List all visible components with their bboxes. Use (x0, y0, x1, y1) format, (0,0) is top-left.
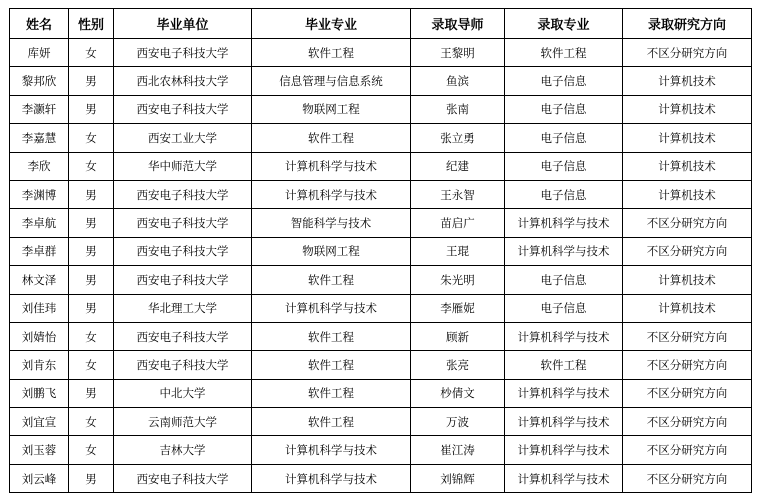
cell-admitted-major: 软件工程 (505, 351, 623, 379)
cell-graduate-school: 西安电子科技大学 (114, 266, 252, 294)
table-row (10, 436, 752, 464)
cell-advisor: 顾新 (411, 322, 505, 350)
cell-name: 李欣 (10, 152, 69, 180)
table-row (10, 180, 752, 208)
column-header-graduate-school: 毕业单位 (114, 9, 252, 39)
table-row (10, 266, 752, 294)
cell-advisor: 王永智 (411, 180, 505, 208)
cell-graduate-school: 西北农林科技大学 (114, 67, 252, 95)
cell-graduate-major: 计算机科学与技术 (252, 180, 411, 208)
cell-graduate-major: 计算机科学与技术 (252, 464, 411, 492)
cell-advisor: 王琨 (411, 237, 505, 265)
cell-graduate-school: 西安电子科技大学 (114, 237, 252, 265)
cell-gender: 女 (69, 124, 114, 152)
cell-graduate-school: 西安电子科技大学 (114, 209, 252, 237)
cell-graduate-major: 软件工程 (252, 124, 411, 152)
cell-graduate-school: 华北理工大学 (114, 294, 252, 322)
cell-admitted-major: 计算机科学与技术 (505, 209, 623, 237)
cell-research-direction: 计算机技术 (623, 95, 752, 123)
table-row (10, 39, 752, 67)
table-row (10, 408, 752, 436)
cell-name: 李卓航 (10, 209, 69, 237)
cell-name: 刘云峰 (10, 464, 69, 492)
document-page (9, 8, 752, 493)
table-header-row (10, 9, 752, 39)
cell-name: 刘佳玮 (10, 294, 69, 322)
cell-gender: 男 (69, 95, 114, 123)
cell-graduate-school: 西安电子科技大学 (114, 322, 252, 350)
cell-advisor: 张亮 (411, 351, 505, 379)
cell-advisor: 苗启广 (411, 209, 505, 237)
table-row (10, 95, 752, 123)
table-row (10, 124, 752, 152)
cell-advisor: 王黎明 (411, 39, 505, 67)
cell-name: 刘玉蓉 (10, 436, 69, 464)
cell-name: 李渊博 (10, 180, 69, 208)
table-row (10, 67, 752, 95)
cell-gender: 男 (69, 294, 114, 322)
cell-graduate-major: 信息管理与信息系统 (252, 67, 411, 95)
cell-name: 刘婧怡 (10, 322, 69, 350)
cell-research-direction: 计算机技术 (623, 152, 752, 180)
admission-table (9, 8, 752, 493)
cell-research-direction: 计算机技术 (623, 266, 752, 294)
cell-name: 黎邦欣 (10, 67, 69, 95)
cell-admitted-major: 计算机科学与技术 (505, 322, 623, 350)
cell-admitted-major: 电子信息 (505, 124, 623, 152)
cell-graduate-school: 西安电子科技大学 (114, 39, 252, 67)
cell-advisor: 李雁妮 (411, 294, 505, 322)
cell-advisor: 崔江涛 (411, 436, 505, 464)
cell-graduate-major: 软件工程 (252, 408, 411, 436)
cell-gender: 女 (69, 351, 114, 379)
cell-research-direction: 不区分研究方向 (623, 464, 752, 492)
cell-name: 刘肯东 (10, 351, 69, 379)
column-header-gender: 性别 (69, 9, 114, 39)
cell-advisor: 张南 (411, 95, 505, 123)
table-row (10, 152, 752, 180)
cell-gender: 女 (69, 436, 114, 464)
cell-advisor: 纪建 (411, 152, 505, 180)
cell-admitted-major: 电子信息 (505, 67, 623, 95)
cell-graduate-major: 软件工程 (252, 266, 411, 294)
table-row (10, 351, 752, 379)
cell-graduate-major: 计算机科学与技术 (252, 294, 411, 322)
cell-graduate-major: 软件工程 (252, 351, 411, 379)
cell-research-direction: 不区分研究方向 (623, 351, 752, 379)
cell-advisor: 朱光明 (411, 266, 505, 294)
cell-research-direction: 不区分研究方向 (623, 408, 752, 436)
cell-research-direction: 不区分研究方向 (623, 379, 752, 407)
cell-advisor: 万波 (411, 408, 505, 436)
cell-research-direction: 不区分研究方向 (623, 436, 752, 464)
cell-graduate-major: 物联网工程 (252, 237, 411, 265)
cell-admitted-major: 软件工程 (505, 39, 623, 67)
table-row (10, 379, 752, 407)
cell-advisor: 张立勇 (411, 124, 505, 152)
cell-graduate-major: 软件工程 (252, 39, 411, 67)
cell-graduate-school: 西安电子科技大学 (114, 464, 252, 492)
cell-research-direction: 计算机技术 (623, 67, 752, 95)
cell-admitted-major: 电子信息 (505, 180, 623, 208)
table-row (10, 322, 752, 350)
table-row (10, 237, 752, 265)
cell-gender: 男 (69, 266, 114, 294)
table-row (10, 209, 752, 237)
cell-gender: 男 (69, 464, 114, 492)
cell-research-direction: 不区分研究方向 (623, 39, 752, 67)
cell-graduate-school: 云南师范大学 (114, 408, 252, 436)
cell-gender: 男 (69, 180, 114, 208)
column-header-research-direction: 录取研究方向 (623, 9, 752, 39)
column-header-advisor: 录取导师 (411, 9, 505, 39)
cell-gender: 男 (69, 379, 114, 407)
cell-admitted-major: 电子信息 (505, 95, 623, 123)
cell-name: 刘鹏飞 (10, 379, 69, 407)
cell-graduate-major: 软件工程 (252, 379, 411, 407)
cell-gender: 男 (69, 237, 114, 265)
table-body (10, 39, 752, 493)
cell-admitted-major: 计算机科学与技术 (505, 464, 623, 492)
cell-name: 库妍 (10, 39, 69, 67)
cell-research-direction: 不区分研究方向 (623, 322, 752, 350)
cell-graduate-major: 智能科学与技术 (252, 209, 411, 237)
cell-graduate-school: 西安电子科技大学 (114, 180, 252, 208)
cell-name: 李灏轩 (10, 95, 69, 123)
cell-graduate-major: 计算机科学与技术 (252, 152, 411, 180)
cell-graduate-school: 西安电子科技大学 (114, 95, 252, 123)
cell-name: 林文泽 (10, 266, 69, 294)
cell-admitted-major: 电子信息 (505, 152, 623, 180)
cell-graduate-major: 软件工程 (252, 322, 411, 350)
cell-gender: 女 (69, 39, 114, 67)
cell-research-direction: 计算机技术 (623, 180, 752, 208)
table-row (10, 464, 752, 492)
cell-research-direction: 不区分研究方向 (623, 209, 752, 237)
cell-admitted-major: 计算机科学与技术 (505, 379, 623, 407)
cell-advisor: 刘锦辉 (411, 464, 505, 492)
cell-gender: 男 (69, 67, 114, 95)
cell-admitted-major: 计算机科学与技术 (505, 408, 623, 436)
cell-graduate-school: 中北大学 (114, 379, 252, 407)
cell-name: 李卓群 (10, 237, 69, 265)
column-header-graduate-major: 毕业专业 (252, 9, 411, 39)
cell-admitted-major: 计算机科学与技术 (505, 237, 623, 265)
cell-graduate-major: 物联网工程 (252, 95, 411, 123)
cell-admitted-major: 电子信息 (505, 266, 623, 294)
cell-research-direction: 计算机技术 (623, 294, 752, 322)
cell-gender: 女 (69, 322, 114, 350)
cell-research-direction: 计算机技术 (623, 124, 752, 152)
cell-advisor: 鱼滨 (411, 67, 505, 95)
cell-graduate-major: 计算机科学与技术 (252, 436, 411, 464)
column-header-admitted-major: 录取专业 (505, 9, 623, 39)
cell-admitted-major: 计算机科学与技术 (505, 436, 623, 464)
cell-graduate-school: 吉林大学 (114, 436, 252, 464)
cell-graduate-school: 西安工业大学 (114, 124, 252, 152)
cell-research-direction: 不区分研究方向 (623, 237, 752, 265)
cell-gender: 女 (69, 408, 114, 436)
cell-gender: 女 (69, 152, 114, 180)
cell-name: 刘宜宣 (10, 408, 69, 436)
cell-name: 李嘉慧 (10, 124, 69, 152)
cell-advisor: 杪倩文 (411, 379, 505, 407)
cell-graduate-school: 西安电子科技大学 (114, 351, 252, 379)
cell-gender: 男 (69, 209, 114, 237)
cell-admitted-major: 电子信息 (505, 294, 623, 322)
column-header-name: 姓名 (10, 9, 69, 39)
table-row (10, 294, 752, 322)
cell-graduate-school: 华中师范大学 (114, 152, 252, 180)
